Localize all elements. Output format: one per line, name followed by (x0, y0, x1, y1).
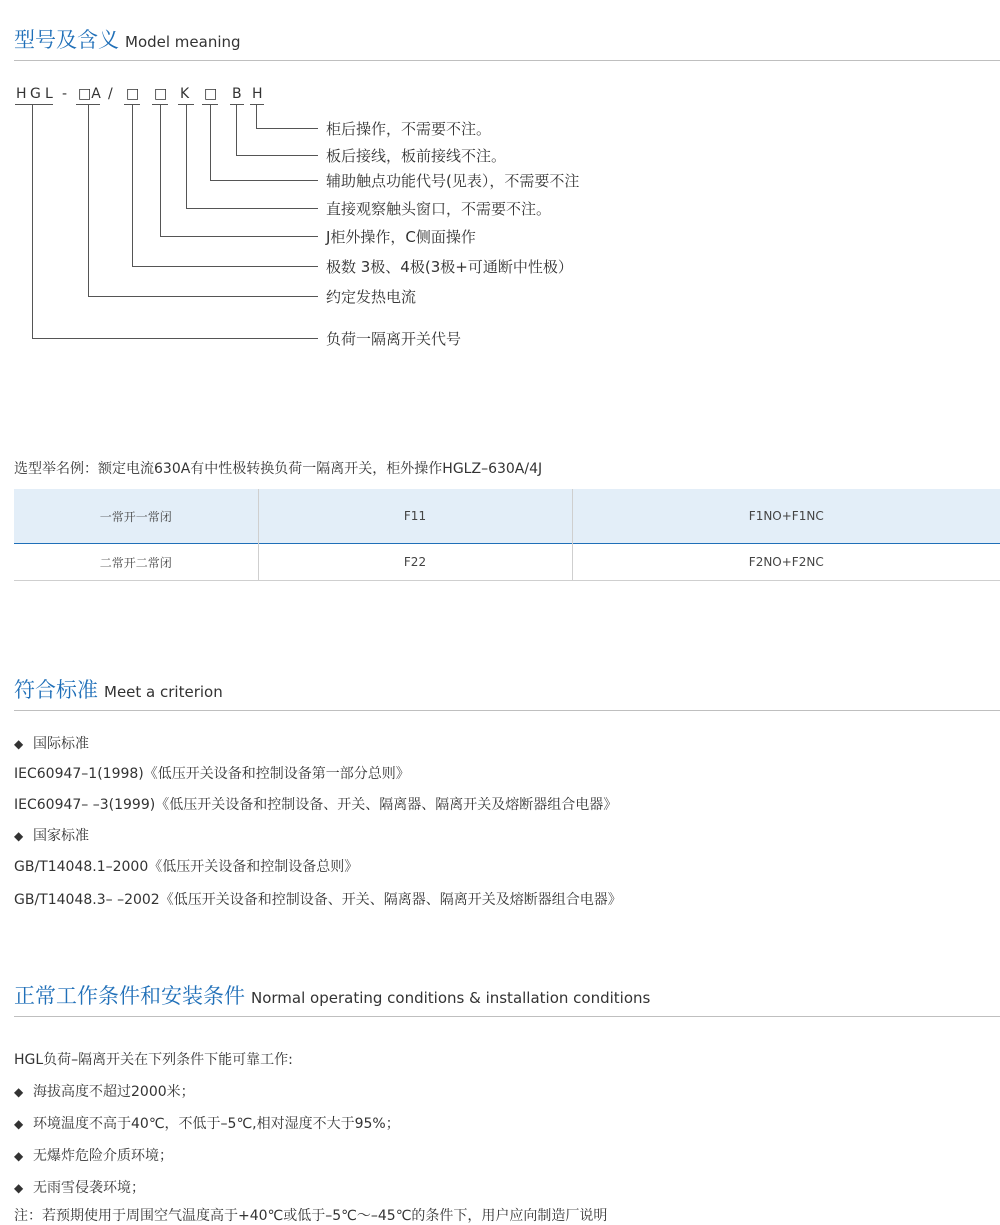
table-cell: F11 (258, 489, 572, 544)
divider (14, 60, 1000, 61)
legend-item: 板后接线，板前接线不注。 (326, 147, 507, 165)
diamond-bullet-icon: ◆ (14, 1149, 24, 1163)
code-char: □ (204, 86, 218, 102)
model-section-title (14, 28, 241, 54)
condition-label: 海拔高度不超过2000米； (33, 1084, 195, 1100)
code-char: H (16, 86, 27, 102)
code-char: / (108, 86, 113, 102)
code-underline (250, 104, 264, 105)
diamond-bullet-icon: ◆ (14, 1181, 24, 1195)
diamond-bullet-icon: ◆ (14, 1085, 24, 1099)
model-title-cn: 型号及含义 (14, 28, 119, 52)
standards-title-cn: 符合标准 (14, 678, 98, 702)
conditions-section-title (14, 984, 650, 1010)
selection-example: 选型举名例：额定电流630A有中性极转换负荷一隔离开关，柜外操作HGLZ–630A/4J (14, 461, 543, 477)
legend-item: 约定发热电流 (326, 288, 417, 306)
table-cell: F1NO+F1NC (572, 489, 1000, 544)
diamond-bullet-icon: ◆ (14, 829, 24, 843)
standards-title-en: Meet a criterion (104, 683, 223, 701)
table-row (14, 544, 1000, 581)
condition-label: 环境温度不高于40℃，不低于–5℃,相对湿度不大于95%； (33, 1116, 400, 1132)
code-underline (230, 104, 244, 105)
condition-item (14, 1147, 173, 1165)
code-char: - (62, 86, 68, 102)
code-underline (15, 104, 53, 105)
legend-item: 负荷一隔离开关代号 (326, 330, 462, 348)
code-char: G (30, 86, 41, 102)
condition-item (14, 1115, 400, 1133)
code-char: □ (126, 86, 140, 102)
divider (14, 1016, 1000, 1017)
standards-section-title (14, 678, 223, 704)
code-char: □ (154, 86, 168, 102)
legend-item: 直接观察触头窗口，不需要不注。 (326, 200, 552, 218)
standard-item: IEC60947–1(1998)《低压开关设备和控制设备第一部分总则》 (14, 766, 410, 782)
table-row (14, 489, 1000, 544)
code-char: H (252, 86, 263, 102)
legend-item: 极数 3极、4极(3极+可通断中性极） (326, 258, 573, 276)
standard-item: GB/T14048.1–2000《低压开关设备和控制设备总则》 (14, 859, 359, 875)
heading-label: 国家标准 (33, 828, 89, 844)
legend-item: 柜后操作，不需要不注。 (326, 120, 492, 138)
legend-item: J柜外操作，C侧面操作 (326, 228, 476, 246)
condition-label: 无雨雪侵袭环境； (33, 1180, 145, 1196)
aux-contact-table (14, 489, 1000, 581)
conditions-title-cn: 正常工作条件和安装条件 (14, 984, 245, 1008)
standard-item: IEC60947– –3(1999)《低压开关设备和控制设备、开关、隔离器、隔离开关及熔断器组合电器》 (14, 797, 618, 813)
conditions-note: 注：若预期使用于周围空气温度高于+40℃或低于–5℃～–45℃的条件下，用户应向制造厂说明 (14, 1208, 608, 1224)
diamond-bullet-icon: ◆ (14, 1117, 24, 1131)
condition-item (14, 1083, 195, 1101)
condition-item (14, 1179, 145, 1197)
condition-label: 无爆炸危险介质环境； (33, 1148, 173, 1164)
model-title-en: Model meaning (125, 33, 241, 51)
table-cell: 一常开一常闭 (14, 489, 258, 544)
legend-item: 辅助触点功能代号(见表），不需要不注 (326, 172, 580, 190)
code-char: B (232, 86, 242, 102)
conditions-intro: HGL负荷–隔离开关在下列条件下能可靠工作: (14, 1052, 293, 1068)
standard-item: GB/T14048.3– –2002《低压开关设备和控制设备、开关、隔离器、隔离开关及熔断器组合电器》 (14, 892, 622, 908)
code-char: K (180, 86, 190, 102)
conditions-title-en: Normal operating conditions & installation conditions (251, 989, 651, 1007)
table-cell: F2NO+F2NC (748, 555, 824, 569)
code-char: □A (78, 86, 101, 102)
natl-standard-heading (14, 827, 89, 845)
heading-label: 国际标准 (33, 736, 89, 752)
intl-standard-heading (14, 735, 89, 753)
diamond-bullet-icon: ◆ (14, 737, 24, 751)
table-cell: 二常开二常闭 (14, 544, 258, 581)
code-char: L (45, 86, 53, 102)
divider (14, 710, 1000, 711)
table-cell: F22 (258, 544, 572, 581)
